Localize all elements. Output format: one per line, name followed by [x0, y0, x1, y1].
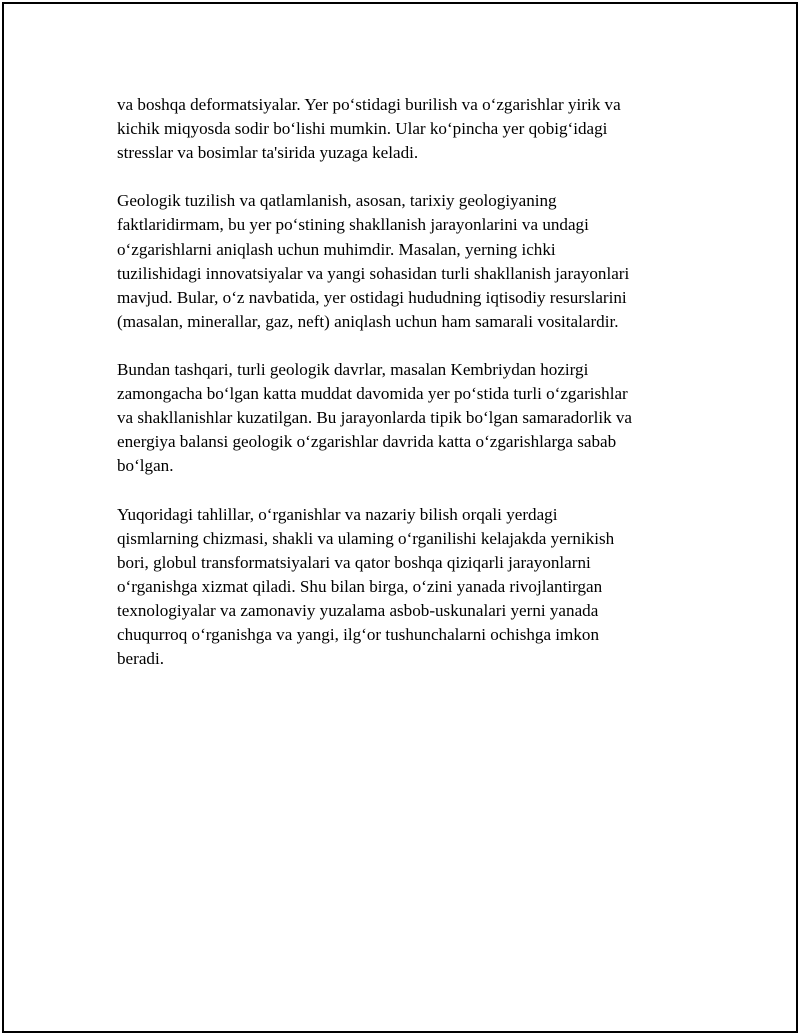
text-line: Geologik tuzilish va qatlamlanish, asosan, tarixiy geologiyaning [117, 191, 557, 211]
text-line: va shakllanishlar kuzatilgan. Bu jarayonlarda tipik bo‘lgan samaradorlik va [117, 408, 633, 428]
text-line: beradi. [117, 649, 164, 669]
text-line: o‘rganishga xizmat qiladi. Shu bilan birga, o‘zini yanada rivojlantirgan [117, 576, 603, 596]
paragraph-1 [117, 93, 677, 165]
text-line: Yuqoridagi tahlillar, o‘rganishlar va nazariy bilish orqali yerdagi [117, 504, 558, 524]
text-line: chuqurroq o‘rganishga va yangi, ilg‘or tushunchalarni ochishga imkon [117, 625, 599, 645]
text-line: va boshqa deformatsiyalar. Yer po‘stidagi burilish va o‘zgarishlar yirik va [117, 95, 621, 114]
paragraph-2 [117, 189, 677, 334]
text-line: bori, globul transformatsiyalari va qator boshqa qiziqarli jarayonlarni [117, 552, 591, 572]
text-line: qismlarning chizmasi, shakli va ulaming o‘rganilishi kelajakda yernikish [117, 528, 615, 548]
text-line: zamongacha bo‘lgan katta muddat davomida yer po‘stida turli o‘zgarishlar [117, 384, 628, 404]
text-line: texnologiyalar va zamonaviy yuzalama asbob-uskunalari yerni yanada [117, 600, 599, 620]
text-line: Bundan tashqari, turli geologik davrlar, masalan Kembriydan hozirgi [117, 360, 589, 380]
document-body [117, 93, 677, 695]
paragraph-3 [117, 358, 677, 478]
text-line: energiya balansi geologik o‘zgarishlar davrida katta o‘zgarishlarga sabab [117, 432, 617, 452]
text-line: mavjud. Bular, o‘z navbatida, yer ostidagi hududning iqtisodiy resurslarini [117, 287, 627, 307]
paragraph-4 [117, 503, 677, 672]
text-line: bo‘lgan. [117, 456, 174, 476]
text-line: kichik miqyosda sodir bo‘lishi mumkin. Ular ko‘pincha yer qobig‘idagi [117, 119, 608, 139]
text-line: faktlaridirmam, bu yer po‘stining shakllanish jarayonlarini va undagi [117, 215, 589, 235]
text-line: stresslar va bosimlar ta'sirida yuzaga keladi. [117, 143, 419, 163]
text-line: (masalan, minerallar, gaz, neft) aniqlash uchun ham samarali vositalardir. [117, 311, 619, 331]
text-line: o‘zgarishlarni aniqlash uchun muhimdir. Masalan, yerning ichki [117, 239, 556, 259]
text-line: tuzilishidagi innovatsiyalar va yangi sohasidan turli shakllanish jarayonlari [117, 263, 630, 283]
